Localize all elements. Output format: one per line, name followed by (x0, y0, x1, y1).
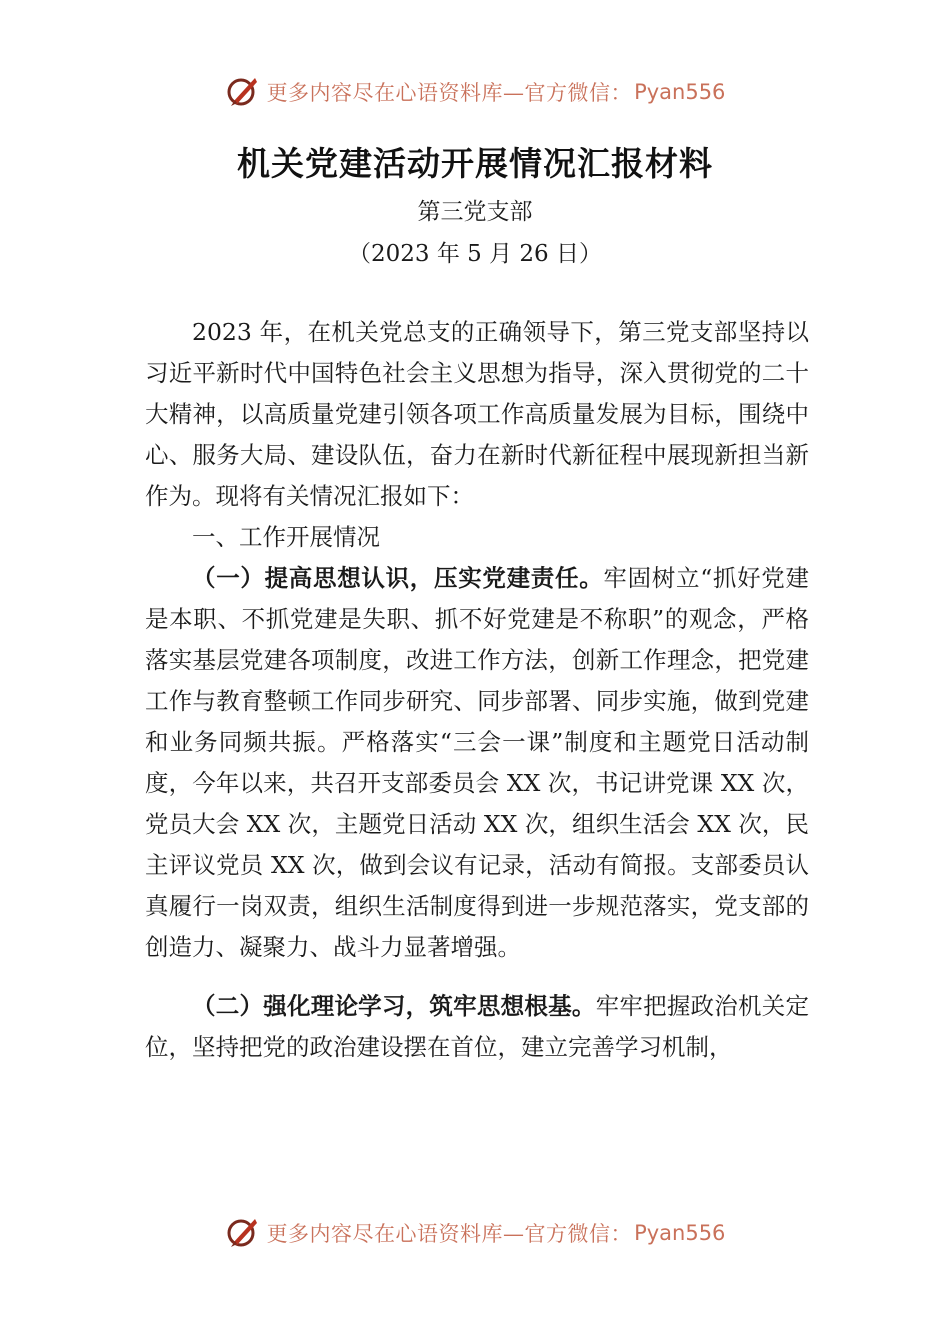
item-2-paragraph (145, 986, 809, 1068)
pen-feather-logo-icon (225, 1213, 261, 1253)
document-title: 机关党建活动开展情况汇报材料 (237, 144, 713, 183)
document-body (145, 312, 809, 1068)
document-subtitle: 第三党支部 (417, 199, 533, 225)
item-1-paragraph (145, 558, 809, 968)
item-1-text: 牢固树立“抓好党建是本职、不抓党建是失职、抓不好党建是不称职”的观念，严格落实基层党建各项制度，改进工作方法，创新工作理念，把党建工作与教育整顿工作同步研究、同步部署、同步实施，做到党建和业务同频共振。严格落实“三会一课”制度和主题党日活动制度，今年以来，共召开支部委员会 XX 次，书记讲党课 XX 次，党员大会 XX 次，主题党日活动 XX 次，组织生活会 XX 次，民主评议党员 XX 次，做到会议有记录，活动有简报。支部委员认真履行一岗双责，组织生活制度得到进一步规范落实，党支部的创造力、凝聚力、战斗力显著增强。 (145, 564, 809, 961)
watermark-text: 更多内容尽在心语资料库—官方微信： (266, 1222, 633, 1246)
watermark-header (0, 72, 950, 112)
item-2-text: 牢牢把握政治机关定位，坚持把党的政治建设摆在首位，建立完善学习机制， (145, 992, 810, 1061)
section-heading: 一、工作开展情况 (192, 523, 380, 551)
watermark-wechat-id: Pyan556 (634, 1221, 726, 1245)
watermark-footer (0, 1213, 950, 1253)
intro-paragraph: 2023 年，在机关党总支的正确领导下，第三党支部坚持以习近平新时代中国特色社会主义思想为指导，深入贯彻党的二十大精神，以高质量党建引领各项工作高质量发展为目标，围绕中心、服务大局、建设队伍，奋力在新时代新征程中展现新担当新作为。现将有关情况汇报如下： (145, 318, 809, 510)
watermark-text: 更多内容尽在心语资料库—官方微信： (266, 81, 633, 105)
document-date: （2023 年 5 月 26 日） (348, 241, 602, 267)
item-1-lead: （一）提高思想认识，压实党建责任。 (192, 564, 604, 592)
pen-feather-logo-icon (225, 72, 261, 112)
watermark-wechat-id: Pyan556 (634, 80, 726, 104)
item-2-lead: （二）强化理论学习，筑牢思想根基。 (192, 992, 596, 1020)
